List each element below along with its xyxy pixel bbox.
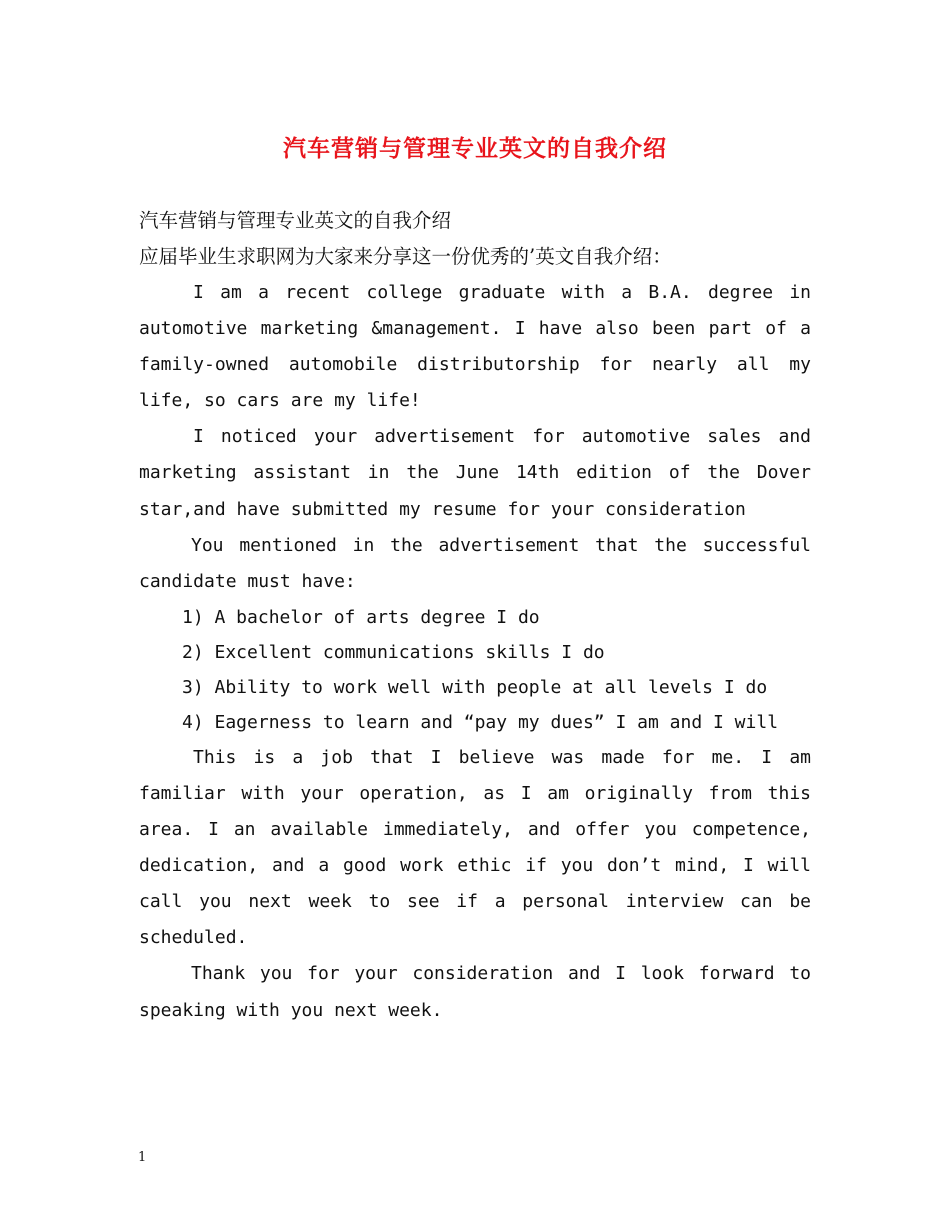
document-title: 汽车营销与管理专业英文的自我介绍 [283, 135, 667, 162]
paragraph-4: This is a job that I believe was made for me. I am familiar with your operation, as I am originally from this area. I an available immediately, and offer you competence, dedication, and a good work ethic if you don’t mind, I will call you next week to see if a personal interview can be scheduled. [139, 746, 811, 949]
list-item: 4) Eagerness to learn and “pay my dues” I am and I will [182, 711, 779, 733]
list-item: 1) A bachelor of arts degree I do [182, 606, 540, 628]
page-number: 1 [138, 1150, 147, 1165]
list-item: 3) Ability to work well with people at all levels I do [182, 676, 768, 698]
intro-line: 应届毕业生求职网为大家来分享这一份优秀的’英文自我介绍： [139, 245, 672, 268]
list-item: 2) Excellent communications skills I do [182, 641, 605, 663]
subtitle-line: 汽车营销与管理专业英文的自我介绍 [139, 209, 452, 232]
paragraph-3: You mentioned in the advertisement that the successful candidate must have: [139, 534, 811, 592]
paragraph-5: Thank you for your consideration and I look forward to speaking with you next week. [139, 963, 811, 1021]
paragraph-2: I noticed your advertisement for automotive sales and marketing assistant in the June 14th edition of the Dover star,and have submitted my resume for your consideration [139, 426, 811, 520]
paragraph-1: I am a recent college graduate with a B.A. degree in automotive marketing &management. I have also been part of a family-owned automobile distributorship for nearly all my life, so cars are my life! [139, 282, 811, 412]
document-body [139, 203, 811, 1029]
